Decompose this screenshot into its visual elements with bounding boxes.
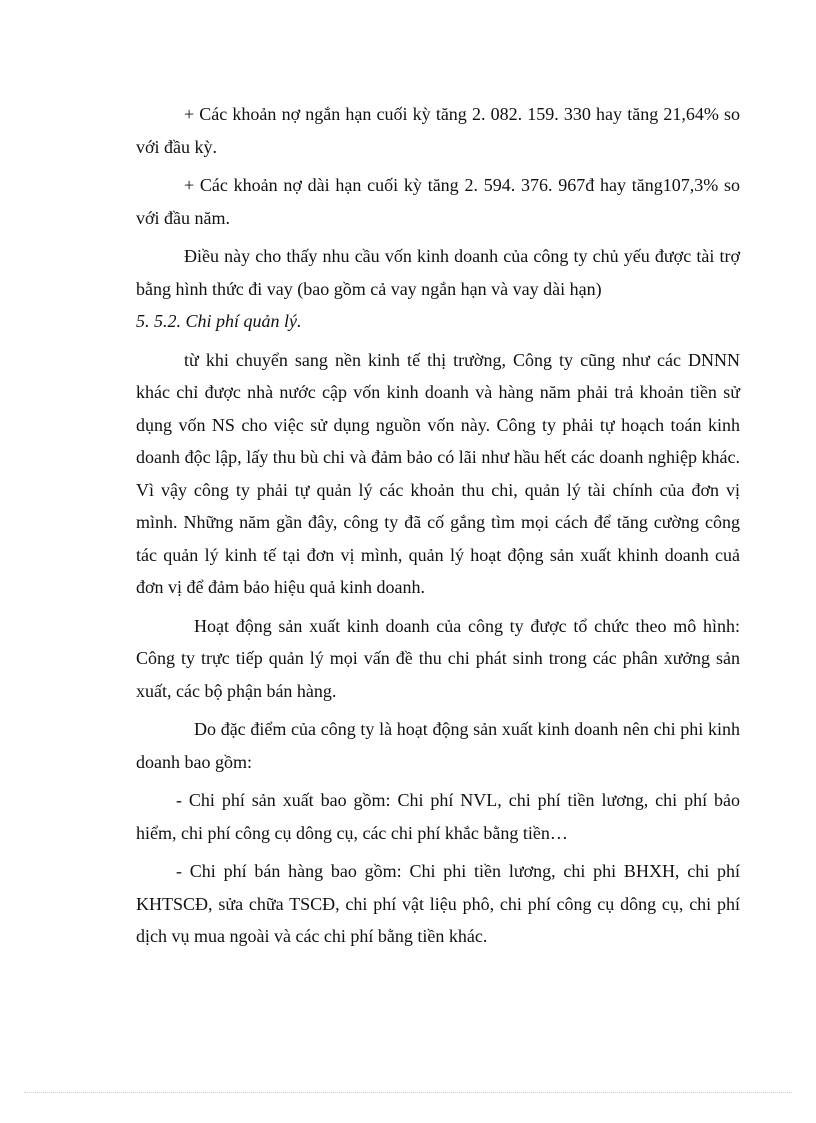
paragraph-production-costs: - Chi phí sản xuất bao gồm: Chi phí NVL, chi phí tiền lương, chi phí bảo hiểm, chi phí công cụ dông cụ, các chi phí khắc bằng tiền… xyxy=(136,790,740,843)
paragraph-organization-model: Hoạt động sản xuất kinh doanh của công ty được tổ chức theo mô hình: Công ty trực tiếp quản lý mọi vấn đề thu chi phát sinh trong các phân xưởng sản xuất, các bộ phận bán hàng. xyxy=(136,615,740,701)
paragraph-long-term-debt: + Các khoản nợ dài hạn cuối kỳ tăng 2. 594. 376. 967đ hay tăng107,3% so với đầu năm. xyxy=(136,175,740,228)
paragraph-cost-types: Do đặc điểm của công ty là hoạt động sản xuất kinh doanh nên chi phi kinh doanh bao gồm: xyxy=(136,719,740,772)
document-body xyxy=(136,98,740,953)
paragraph-market-economy: từ khi chuyển sang nền kinh tế thị trường, Công ty cũng như các DNNN khác chỉ được nhà nước cập vốn kinh doanh và hàng năm phải trả khoản tiền sử dụng vốn NS cho việc sử dụng nguồn vốn này. Công ty phải tự hoạch toán kinh doanh độc lập, lấy thu bù chi và đảm bảo có lãi như hầu hết các doanh nghiệp khác. Vì vậy công ty phải tự quản lý các khoản thu chi, quản lý tài chính của đơn vị mình. Những năm gần đây, công ty đã cố gắng tìm mọi cách để tăng cường công tác quản lý kinh tế tại đơn vị mình, quản lý hoạt động sản xuất khinh doanh cuả đơn vị để đảm bảo hiệu quả kinh doanh. xyxy=(136,349,740,597)
section-heading: 5. 5.2. Chi phí quản lý. xyxy=(136,311,302,331)
paragraph-sales-costs: - Chi phí bán hàng bao gồm: Chi phi tiền lương, chi phi BHXH, chi phí KHTSCĐ, sửa chữa TSCĐ, chi phí vật liệu phô, chi phí công cụ dông cụ, chi phí dịch vụ mua ngoài và các chi phí bằng tiền khác. xyxy=(136,861,740,946)
paragraph-short-term-debt: + Các khoản nợ ngắn hạn cuối kỳ tăng 2. 082. 159. 330 hay tăng 21,64% so với đầu kỳ. xyxy=(136,104,740,157)
page-bottom-divider xyxy=(24,1092,792,1093)
paragraph-capital-needs: Điều này cho thấy nhu cầu vốn kinh doanh của công ty chủ yếu được tài trợ bằng hình thức đi vay (bao gồm cả vay ngắn hạn và vay dài hạn) xyxy=(136,246,740,299)
